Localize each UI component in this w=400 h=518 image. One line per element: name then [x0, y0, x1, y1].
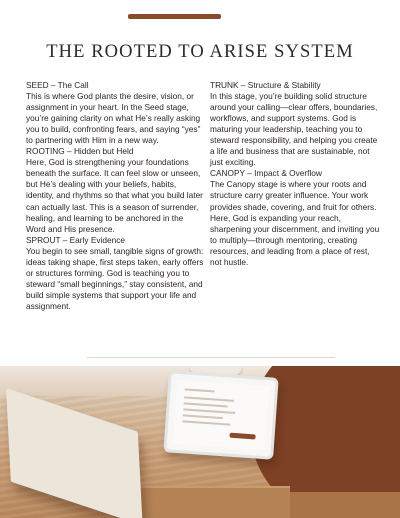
right-column: [210, 80, 380, 268]
section-sprout: [26, 235, 204, 312]
section-body: This is where God plants the desire, vision, or assignment in your heart. In the Seed stage, you’re gaining clarity on what He’s really asking you to build, confronting fears, and saying “yes” to partnering with Him in a new way.: [26, 91, 201, 146]
section-heading: CANOPY – Impact & Overflow: [210, 168, 322, 179]
section-canopy: [210, 168, 380, 267]
section-body: The Canopy stage is where your roots and structure carry greater influence. Your work provides shade, covering, and fruit for others. Here, God is expanding your reach, sharpening your discernment, and inviting you to multiply—through mentoring, creating resources, and leading from a place of rest, not hustle.: [210, 179, 380, 267]
desk-drawer: [120, 486, 290, 518]
left-column: [26, 80, 204, 312]
section-body: Here, God is strengthening your foundations beneath the surface. It can feel slow or unseen, but He’s dealing with your beliefs, habits, identity, and rhythms so that what you build later can actually last. This is a season of surrender, healing, and learning to be anchored in the Word and His presence.: [26, 157, 203, 234]
tablet-accent: [229, 433, 255, 440]
section-body: You begin to see small, tangible signs of growth: ideas taking shape, first steps taken, early offers or structures forming. God is teaching you to steward “small beginnings,” stay consistent, and build simple systems that support your life and assignment.: [26, 245, 204, 311]
section-divider: [87, 357, 335, 358]
section-heading: TRUNK – Structure & Stability: [210, 80, 321, 90]
section-body: In this stage, you’re building solid structure around your calling—clear offers, boundaries, workflows, and support systems. God is maturing your leadership, teaching you to steward responsibility, and helping you create a life and business that are sustainable, not just exciting.: [210, 91, 378, 168]
desk-photo: [0, 366, 400, 518]
section-heading: ROOTING – Hidden but Held: [26, 146, 134, 157]
page-title: THE ROOTED TO ARISE SYSTEM: [46, 42, 354, 62]
tablet-screen: [173, 380, 269, 450]
section-rooting: [26, 146, 204, 234]
section-heading: SPROUT – Early Evidence: [26, 234, 125, 245]
desk-drawer: [290, 492, 400, 518]
tablet-image: [163, 370, 278, 459]
section-heading: SEED – The Call: [26, 80, 89, 90]
section-seed: [26, 80, 204, 146]
section-trunk: [210, 80, 380, 168]
accent-bar: [128, 14, 221, 19]
